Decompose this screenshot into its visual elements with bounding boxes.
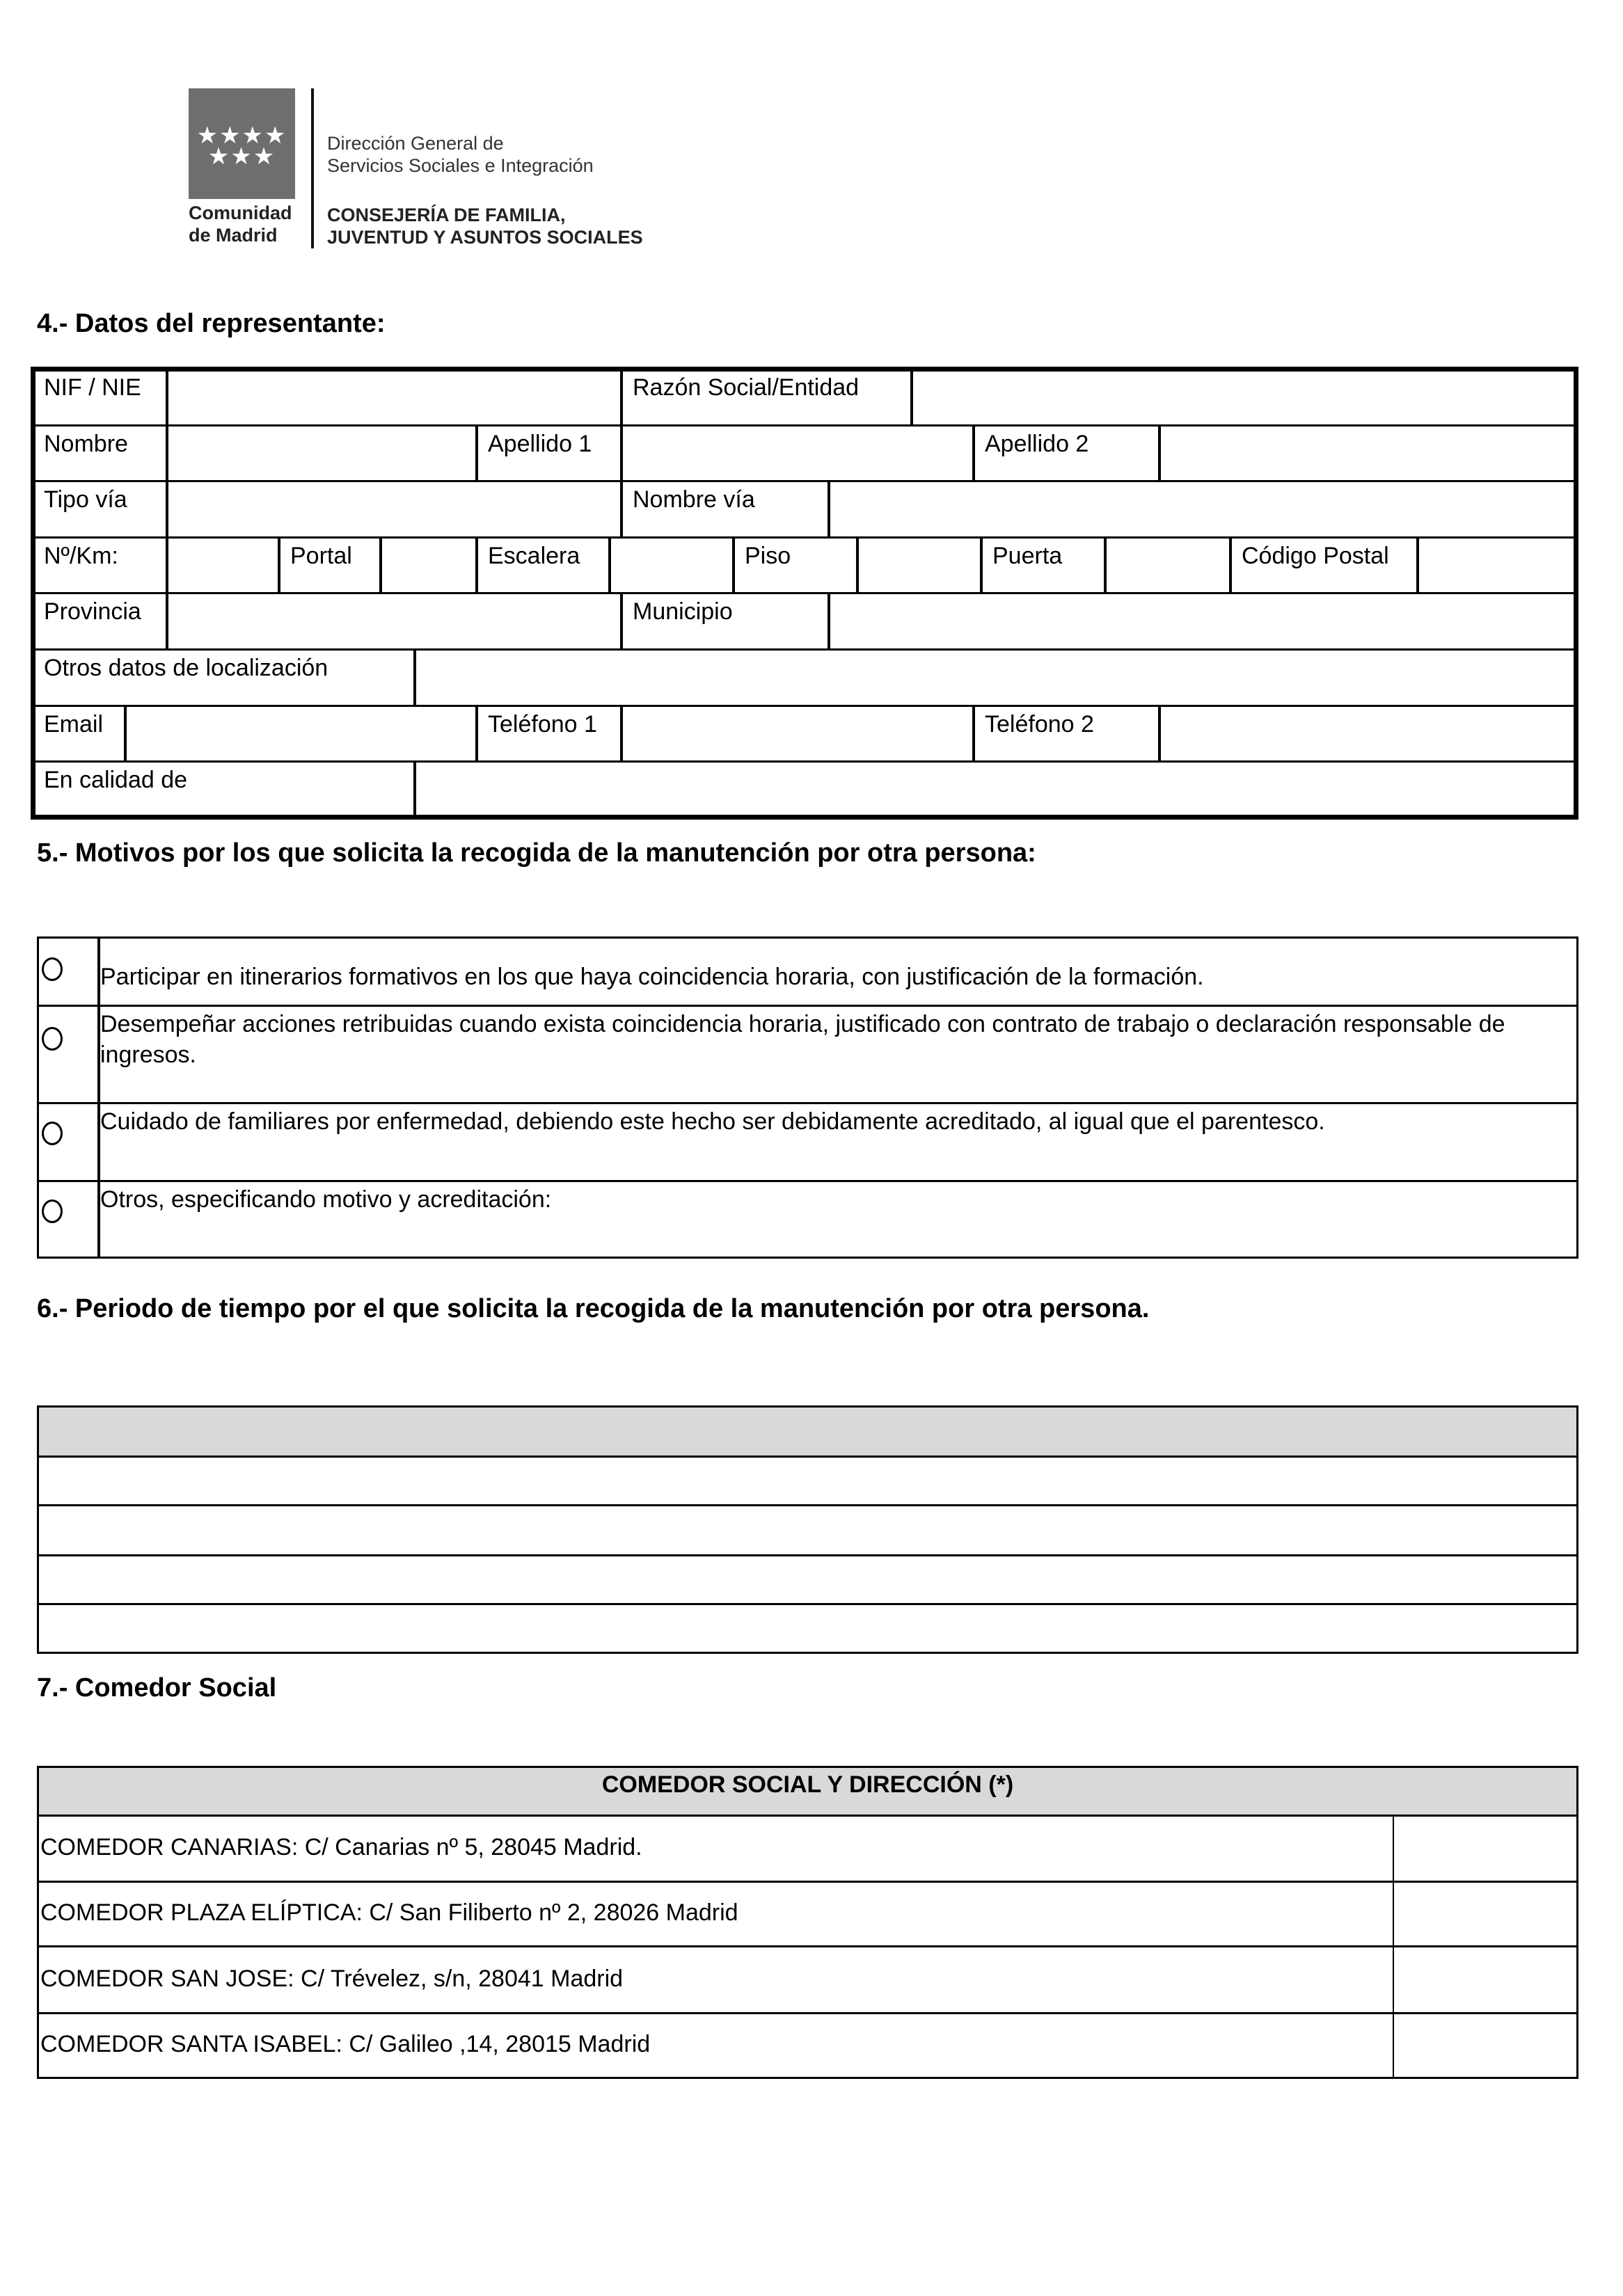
consejeria-line1: CONSEJERÍA DE FAMILIA, <box>327 205 566 225</box>
label-co-digo-postal: Código Postal <box>1230 537 1418 594</box>
stars-icon: ★★★★ ★★★ <box>196 122 287 170</box>
label-tipo-vi-a: Tipo vía <box>33 481 167 538</box>
period-header-row <box>37 1405 1578 1458</box>
period-input-row[interactable] <box>37 1504 1578 1556</box>
logo-name-line1: Comunidad <box>189 202 292 223</box>
input-field[interactable] <box>167 481 622 538</box>
option-label: Otros, especificando motivo y acreditación: <box>100 1186 552 1213</box>
logo-name <box>189 202 292 246</box>
comedor-checkbox[interactable] <box>1393 1815 1578 1883</box>
label-en-calidad-de: En calidad de <box>33 761 415 818</box>
period-input-row[interactable] <box>37 1603 1578 1654</box>
logo-name-line2: de Madrid <box>189 225 278 246</box>
input-field[interactable] <box>622 425 974 482</box>
input-field[interactable] <box>167 425 477 482</box>
input-field[interactable] <box>415 649 1576 706</box>
comedor-option: COMEDOR SAN JOSE: C/ Trévelez, s/n, 28041 Madrid <box>37 1945 1394 2014</box>
input-field[interactable] <box>125 705 477 763</box>
label-municipio: Municipio <box>622 593 829 650</box>
period-input-row[interactable] <box>37 1456 1578 1506</box>
comedor-checkbox[interactable] <box>1393 1881 1578 1947</box>
input-field[interactable] <box>829 593 1576 650</box>
label-tele-fono-2: Teléfono 2 <box>974 705 1159 763</box>
radio-button[interactable] <box>42 957 63 981</box>
label-otros-datos-de-localizacio-n: Otros datos de localización <box>33 649 415 706</box>
section7-title: 7.- Comedor Social <box>37 1673 277 1703</box>
label-puerta: Puerta <box>981 537 1105 594</box>
section5-title: 5.- Motivos por los que solicita la recogida de la manutención por otra persona: <box>37 838 1036 868</box>
input-field[interactable] <box>1159 705 1576 763</box>
radio-button[interactable] <box>42 1027 63 1051</box>
direccion-line1: Dirección General de <box>327 133 504 154</box>
option-label: Cuidado de familiares por enfermedad, debiendo este hecho ser debidamente acreditado, al igual que el parentesco. <box>100 1108 1325 1135</box>
input-field[interactable] <box>381 537 477 594</box>
comedor-option: COMEDOR SANTA ISABEL: C/ Galileo ,14, 28015 Madrid <box>37 2012 1394 2079</box>
consejeria-line2: JUVENTUD Y ASUNTOS SOCIALES <box>327 227 643 248</box>
label-portal: Portal <box>279 537 381 594</box>
input-field[interactable] <box>167 537 279 594</box>
label-apellido-1: Apellido 1 <box>477 425 622 482</box>
label-nombre: Nombre <box>33 425 167 482</box>
input-field[interactable] <box>1105 537 1230 594</box>
label-piso: Piso <box>734 537 857 594</box>
input-field[interactable] <box>622 705 974 763</box>
radio-cell <box>37 1005 100 1104</box>
direccion-line2: Servicios Sociales e Integración <box>327 155 594 176</box>
option-label: Participar en itinerarios formativos en los que haya coincidencia horaria, con justificación de la formación. <box>100 964 1204 990</box>
label-razo-n-social-entidad: Razón Social/Entidad <box>622 369 912 426</box>
label-provincia: Provincia <box>33 593 167 650</box>
comedor-checkbox[interactable] <box>1393 2012 1578 2079</box>
comedor-header: COMEDOR SOCIAL Y DIRECCIÓN (*) <box>37 1766 1578 1817</box>
label-nif-nie: NIF / NIE <box>33 369 167 426</box>
input-field[interactable] <box>829 481 1576 538</box>
period-input-row[interactable] <box>37 1554 1578 1605</box>
radio-button[interactable] <box>42 1199 63 1223</box>
input-field[interactable] <box>610 537 734 594</box>
label-nombre-vi-a: Nombre vía <box>622 481 829 538</box>
section4-title: 4.- Datos del representante: <box>37 309 386 338</box>
logo-divider <box>311 88 314 248</box>
comedor-option: COMEDOR PLAZA ELÍPTICA: C/ San Filiberto nº 2, 28026 Madrid <box>37 1881 1394 1947</box>
label-n-km: Nº/Km: <box>33 537 167 594</box>
input-field[interactable] <box>1418 537 1576 594</box>
comedor-option: COMEDOR CANARIAS: C/ Canarias nº 5, 28045 Madrid. <box>37 1815 1394 1883</box>
label-tele-fono-1: Teléfono 1 <box>477 705 622 763</box>
consejeria <box>327 204 643 248</box>
label-email: Email <box>33 705 125 763</box>
input-field[interactable] <box>857 537 981 594</box>
label-apellido-2: Apellido 2 <box>974 425 1159 482</box>
input-field[interactable] <box>912 369 1576 426</box>
section6-title: 6.- Periodo de tiempo por el que solicita la recogida de la manutención por otra persona. <box>37 1294 1150 1323</box>
input-field[interactable] <box>1159 425 1576 482</box>
direccion-general <box>327 132 594 177</box>
label-escalera: Escalera <box>477 537 610 594</box>
input-field[interactable] <box>167 593 622 650</box>
comedor-checkbox[interactable] <box>1393 1945 1578 2014</box>
option-label: Desempeñar acciones retribuidas cuando exista coincidencia horaria, justificado con contrato de trabajo o declaración responsable de ingresos. <box>100 1011 1505 1068</box>
radio-button[interactable] <box>42 1122 63 1145</box>
input-field[interactable] <box>167 369 622 426</box>
input-field[interactable] <box>415 761 1576 818</box>
